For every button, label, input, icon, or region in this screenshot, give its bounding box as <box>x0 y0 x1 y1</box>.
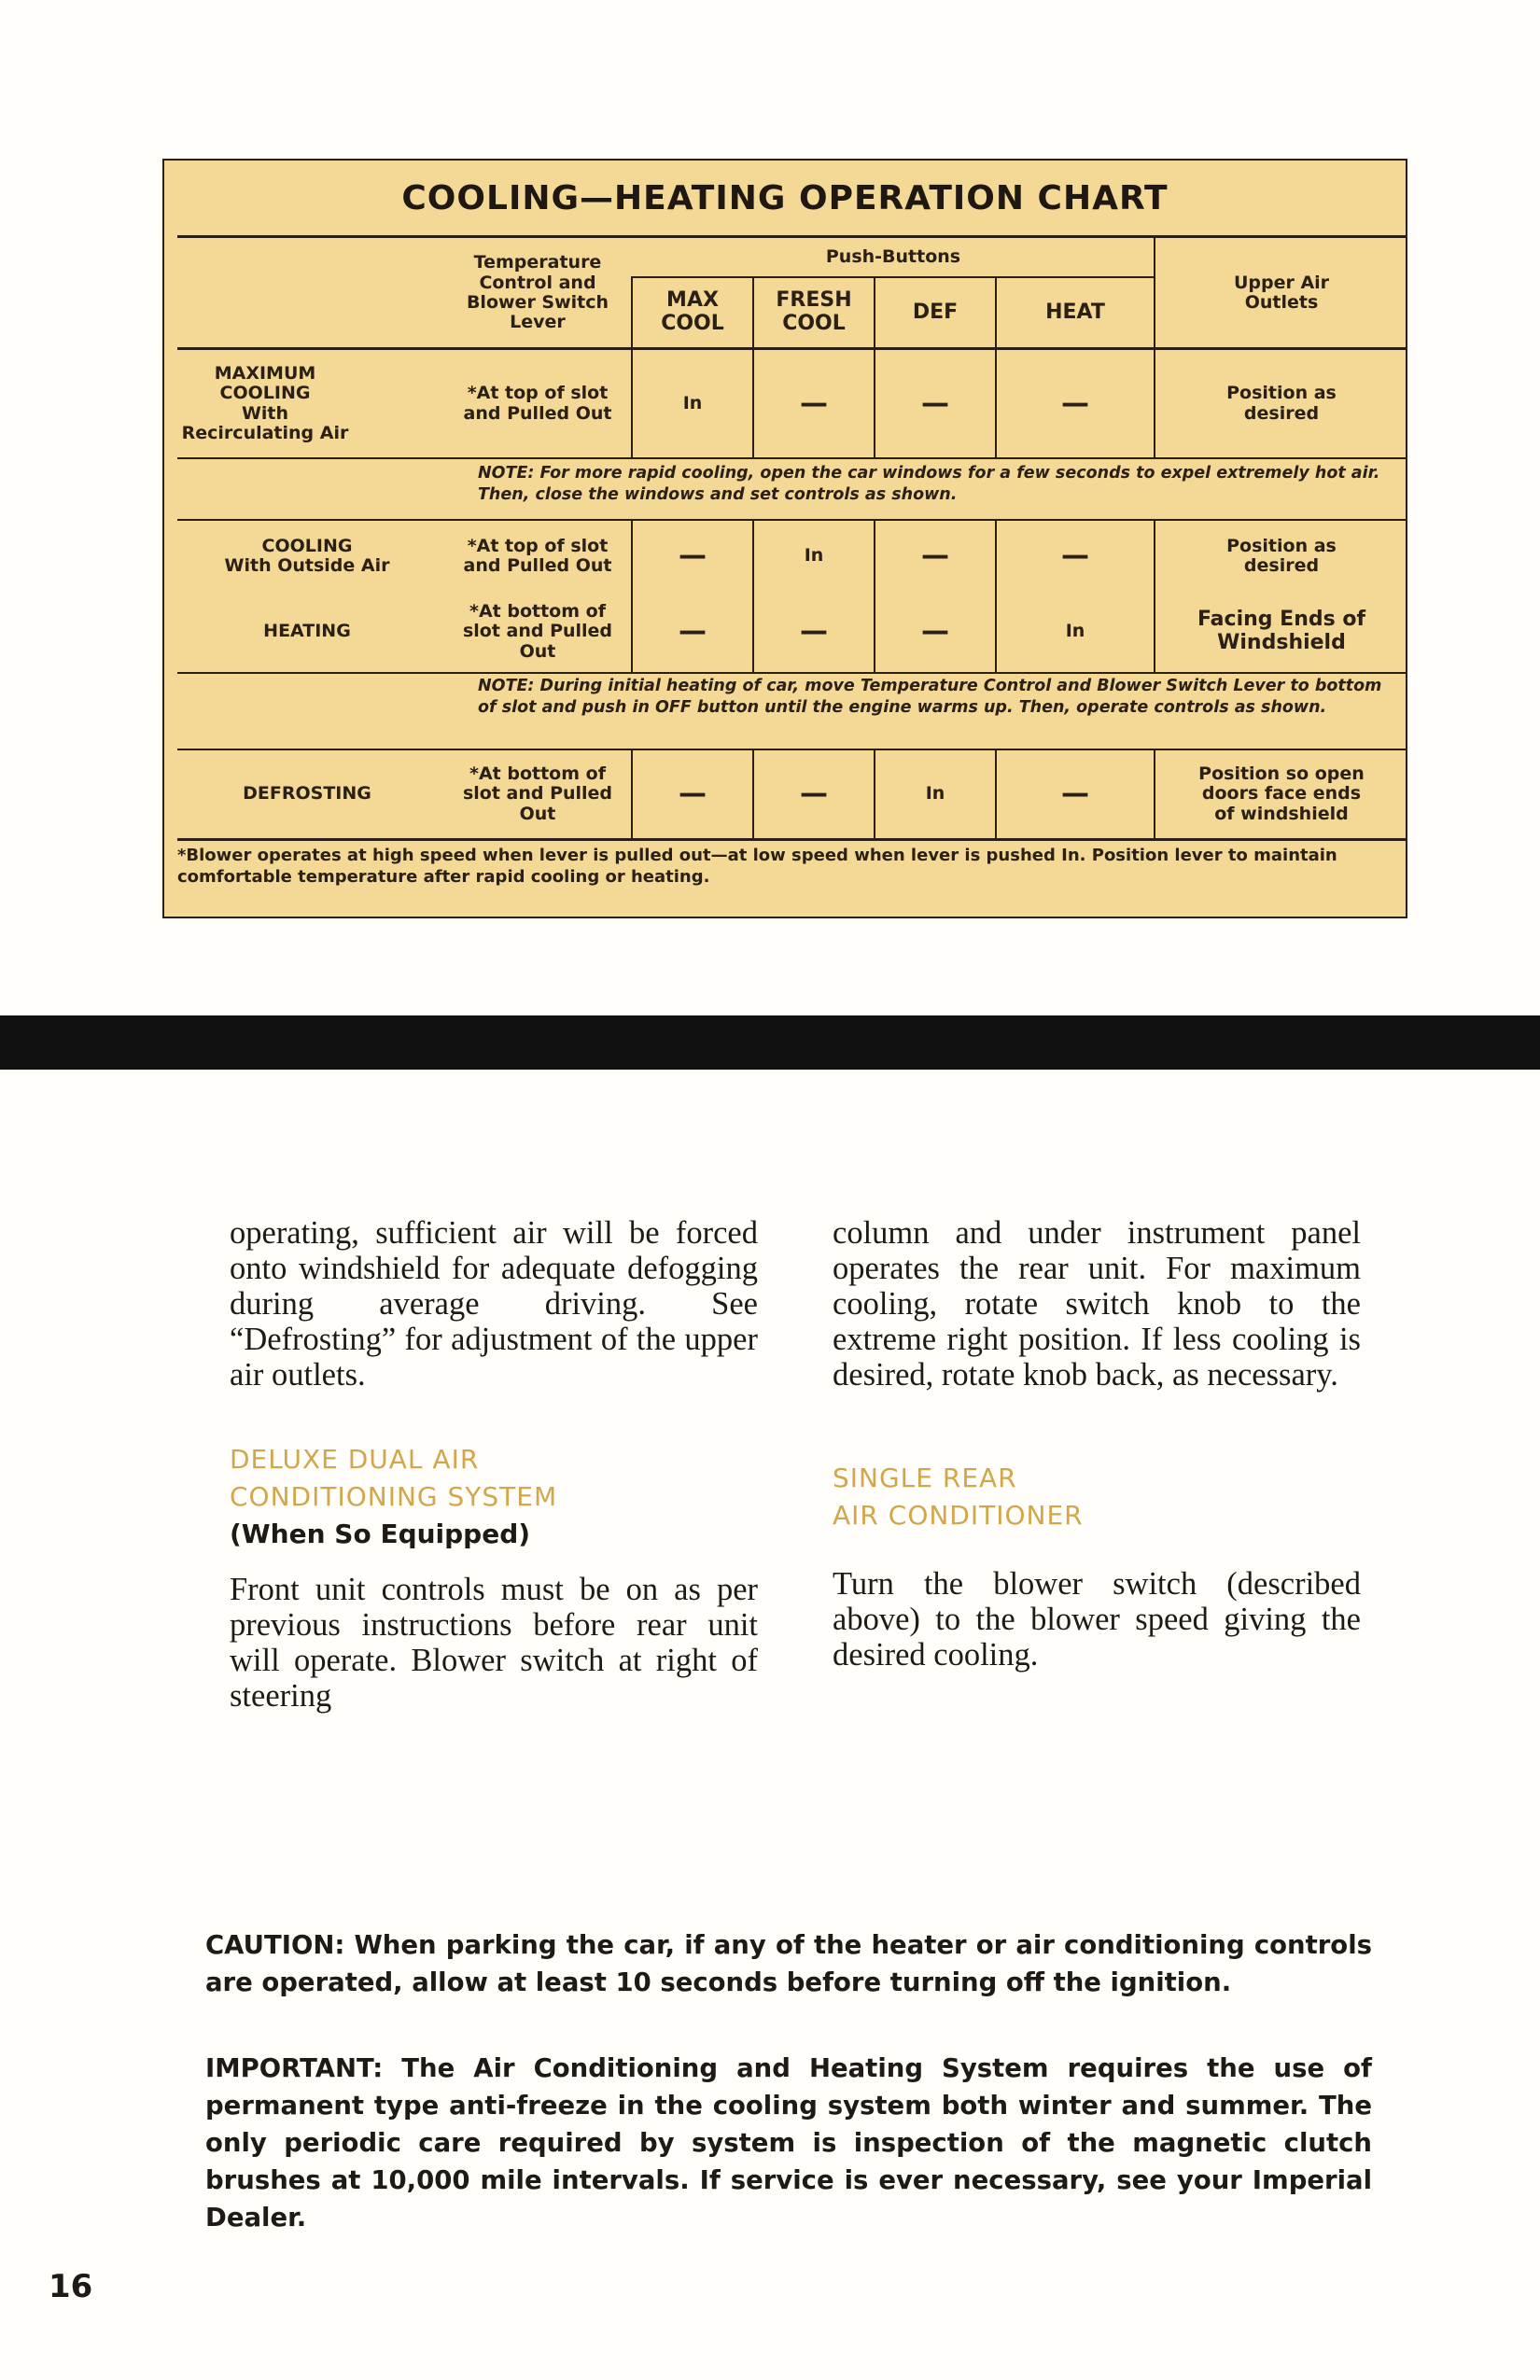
row-heat: — <box>1061 777 1089 811</box>
row-fresh: In <box>804 545 824 567</box>
row-outlets: Position as desired <box>1226 383 1337 424</box>
row-heat: — <box>1061 539 1089 573</box>
row-heat: In <box>1065 621 1085 642</box>
row-outlets: Position so open doors face ends of windshield <box>1198 763 1365 824</box>
header-def: DEF <box>912 300 959 324</box>
section-heading-single-rear: SINGLE REAR AIR CONDITIONER <box>833 1463 1084 1531</box>
header-outlets: Upper Air Outlets <box>1233 272 1330 313</box>
header-fresh-cool: FRESH COOL <box>776 288 852 335</box>
row-max: — <box>679 615 707 649</box>
row-fresh: — <box>800 777 828 811</box>
left-intro-paragraph: operating, sufficient air will be forced onto windshield for adequate defogging during average driving. See “Defrosting” for adjustment of the upper air outlets. <box>230 1215 758 1393</box>
left-column <box>230 1215 758 1714</box>
chart-footnote: *Blower operates at high speed when lever is pulled out—at low speed when lever is pushed In. Position lever to maintain comfortable temperature after rapid cooling or heating. <box>177 846 1337 888</box>
row-mode: HEATING <box>263 621 351 642</box>
row-max: In <box>682 392 703 413</box>
header-lever: Temperature Control and Blower Switch Lever <box>466 252 609 333</box>
row-lever: *At bottom of slot and Pulled Out <box>462 763 613 824</box>
rule <box>177 672 1406 674</box>
caution-paragraph: CAUTION: When parking the car, if any of the heater or air conditioning controls are operated, allow at least 10 seconds before turning off the ignition. <box>205 1930 1372 1997</box>
row-heat: — <box>1061 386 1089 420</box>
header-heat: HEAT <box>1045 300 1105 324</box>
row-def: — <box>921 539 949 573</box>
section-subheading: (When So Equipped) <box>230 1519 531 1549</box>
important-paragraph: IMPORTANT: The Air Conditioning and Heating System requires the use of permanent type anti-freeze in the cooling system both winter and summer. The only periodic care required by system is inspection of the magnetic clutch brushes at 10,000 mile intervals. If service is ever necessary, see your Imperial Dealer. <box>205 2053 1372 2233</box>
row-outlets: Position as desired <box>1226 535 1337 576</box>
row-outlets: Facing Ends of Windshield <box>1197 608 1366 654</box>
note-heating: NOTE: During initial heating of car, move Temperature Control and Blower Switch Lever to bottom of slot and push in OFF button until the engine warms up. Then, operate controls as shown. <box>478 677 1382 717</box>
section-heading-deluxe: DELUXE DUAL AIR CONDITIONING SYSTEM <box>230 1444 558 1512</box>
right-body-paragraph: Turn the blower switch (described above) to the blower speed giving the desired cooling. <box>833 1566 1361 1673</box>
row-def: — <box>921 386 949 420</box>
row-lever: *At top of slot and Pulled Out <box>463 535 612 576</box>
row-mode: COOLING With Outside Air <box>224 535 390 576</box>
row-lever: *At top of slot and Pulled Out <box>463 383 612 424</box>
row-def: In <box>925 783 945 805</box>
chart-title: COOLING—HEATING OPERATION CHART <box>401 179 1169 217</box>
divider-band <box>0 1015 1540 1070</box>
row-fresh: — <box>800 386 828 420</box>
row-lever: *At bottom of slot and Pulled Out <box>462 601 613 662</box>
header-push-buttons: Push-Buttons <box>825 246 961 268</box>
rule <box>177 838 1406 841</box>
row-mode: DEFROSTING <box>243 783 371 805</box>
note-cooling: NOTE: For more rapid cooling, open the car windows for a few seconds to expel extremely hot air. Then, close the windows and set controls as shown. <box>478 464 1380 504</box>
operation-chart <box>162 159 1407 918</box>
row-max: — <box>679 777 707 811</box>
row-mode: MAXIMUM COOLING With Recirculating Air <box>181 362 349 443</box>
rule <box>177 235 1406 238</box>
rule <box>177 457 1406 459</box>
right-column <box>833 1215 1361 1673</box>
header-max-cool: MAX COOL <box>661 288 724 335</box>
left-body-paragraph: Front unit controls must be on as per previous instructions before rear unit will operate. Blower switch at right of steering <box>230 1572 758 1714</box>
page-number: 16 <box>49 2268 93 2305</box>
row-def: — <box>921 615 949 649</box>
row-fresh: — <box>800 615 828 649</box>
right-intro-paragraph: column and under instrument panel operates the rear unit. For maximum cooling, rotate switch knob to the extreme right position. If less cooling is desired, rotate knob back, as necessary. <box>833 1215 1361 1393</box>
row-max: — <box>679 539 707 573</box>
